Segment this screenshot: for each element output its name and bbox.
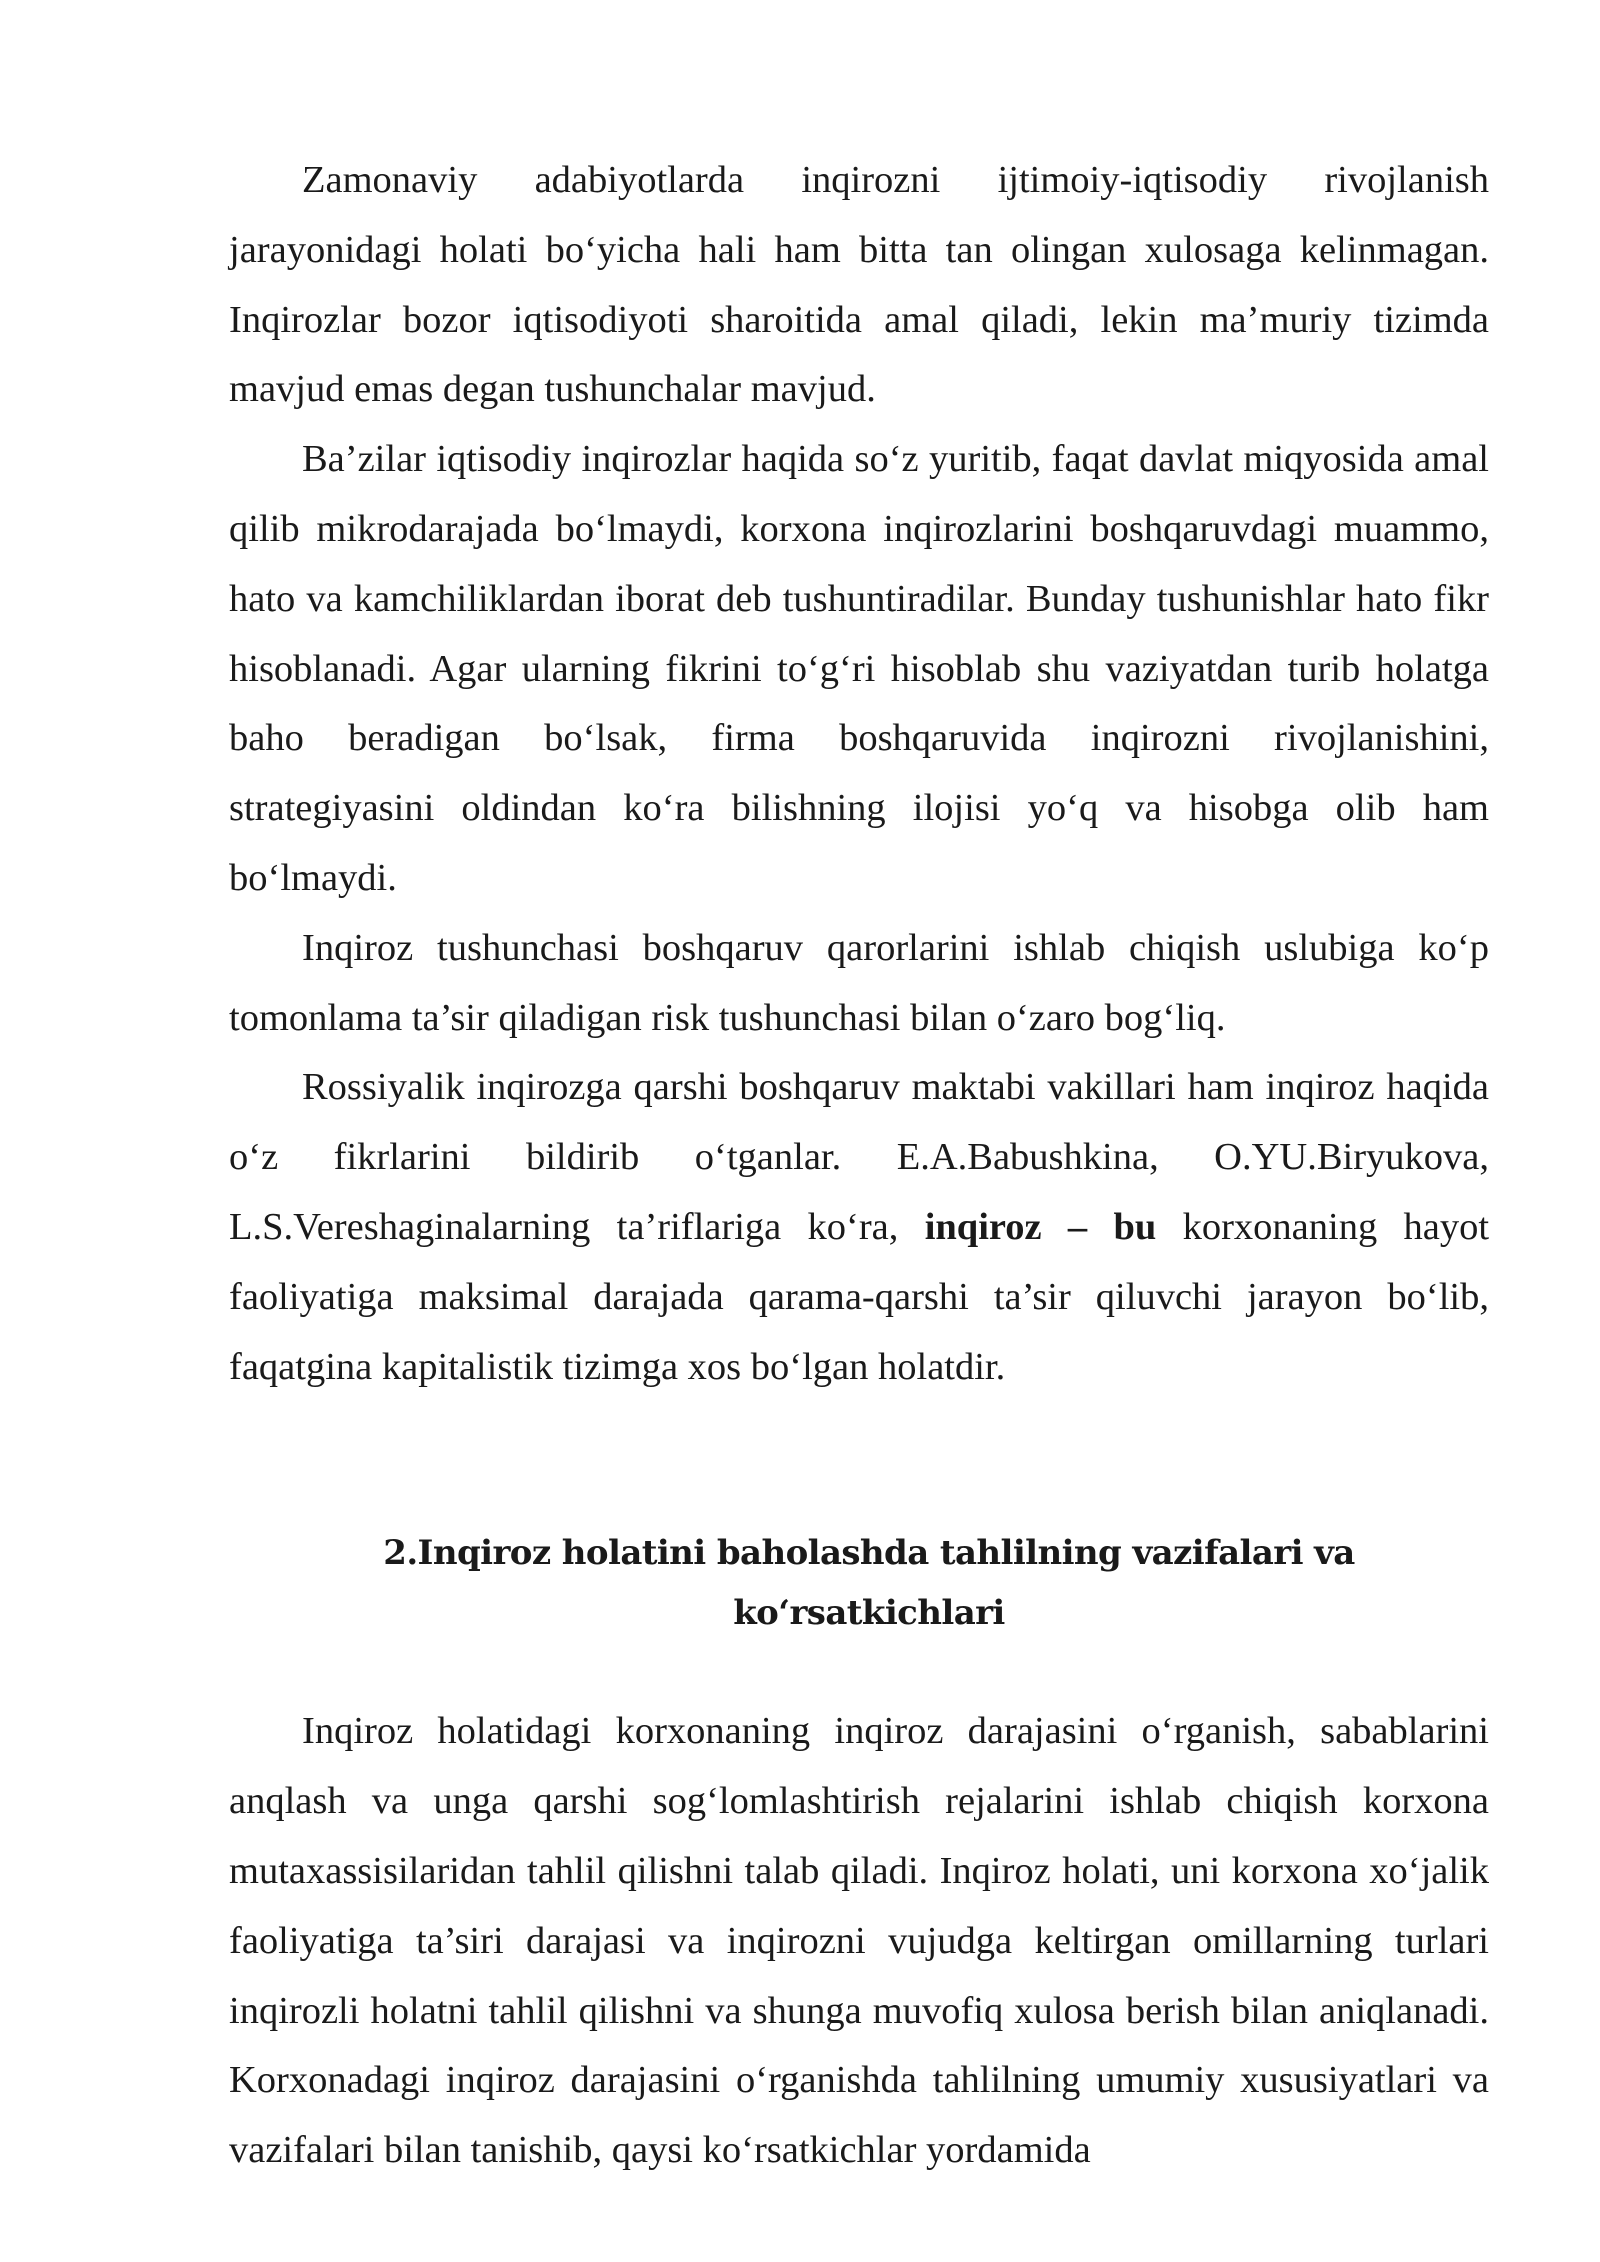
section-heading: 2.Inqiroz holatini baholashda tahlilning vazifalari va ko‘rsatkichlari bbox=[383, 1533, 1355, 1634]
paragraph-3: Inqiroz tushunchasi boshqaruv qarorlarini ishlab chiqish uslubiga ko‘p tomonlama ta’sir qiladigan risk tushunchasi bilan o‘zaro bog‘liq. bbox=[229, 926, 1489, 1039]
section-paragraph: Inqiroz holatidagi korxonaning inqiroz darajasini o‘rganish, sabablarini anqlash va unga qarshi sog‘lomlashtirish rejalarini ishlab chiqish korxona mutaxassisilaridan tahlil qilishni talab qiladi. Inqiroz holati, uni korxona xo‘jalik faoliyatiga ta’siri darajasi va inqirozni vujudga keltirgan omillarning turlari inqirozli holatni tahlil qilishni va shunga muvofiq xulosa berish bilan aniqlanadi. Korxonadagi inqiroz darajasini o‘rganishda tahlilning umumiy xususiyatlari va vazifalari bilan tanishib, qaysi ko‘rsatkichlar yordamida bbox=[229, 1710, 1489, 2172]
definition-term: inqiroz – bu bbox=[924, 1205, 1157, 1248]
paragraph-2: Ba’zilar iqtisodiy inqirozlar haqida so‘z yuritib, faqat davlat miqyosida amal qilib mikrodarajada bo‘lmaydi, korxona inqirozlarini boshqaruvdagi muammo, hato va kamchiliklardan iborat deb tushuntiradilar. Bunday tushunishlar hato fikr hisoblanadi. Agar ularning fikrini to‘g‘ri hisoblab shu vaziyatdan turib holatga baho beradigan bo‘lsak, firma boshqaruvida inqirozni rivojlanishini, strategiyasini oldindan ko‘ra bilishning ilojisi yo‘q va hisobga olib ham bo‘lmaydi. bbox=[229, 438, 1489, 899]
paragraph-1: Zamonaviy adabiyotlarda inqirozni ijtimoiy-iqtisodiy rivojlanish jarayonidagi holati bo‘yicha hali ham bitta tan olingan xulosaga kelinmagan. Inqirozlar bozor iqtisodiyoti sharoitida amal qiladi, lekin ma’muriy tizimda mavjud emas degan tushunchalar mavjud. bbox=[229, 159, 1489, 411]
definition-paragraph bbox=[229, 1053, 1489, 1402]
definition-text-before: Rossiyalik inqirozga qarshi boshqaruv maktabi vakillari ham inqiroz haqida o‘z fikrlarini bildirib o‘tganlar. E.A.Babushkina, O.YU.Biryukova, L.S.Vereshaginalarning ta’riflariga ko‘ra, bbox=[229, 1066, 1489, 1248]
definition-text-after: korxonaning hayot faoliyatiga maksimal darajada qarama-qarshi ta’sir qiluvchi jarayon bo‘lib, faqatgina kapitalistik tizimga xos bo‘lgan holatdir. bbox=[229, 1205, 1490, 1388]
spacer bbox=[229, 1643, 1489, 1697]
spacer bbox=[229, 1402, 1489, 1523]
document-page bbox=[229, 146, 1489, 2186]
